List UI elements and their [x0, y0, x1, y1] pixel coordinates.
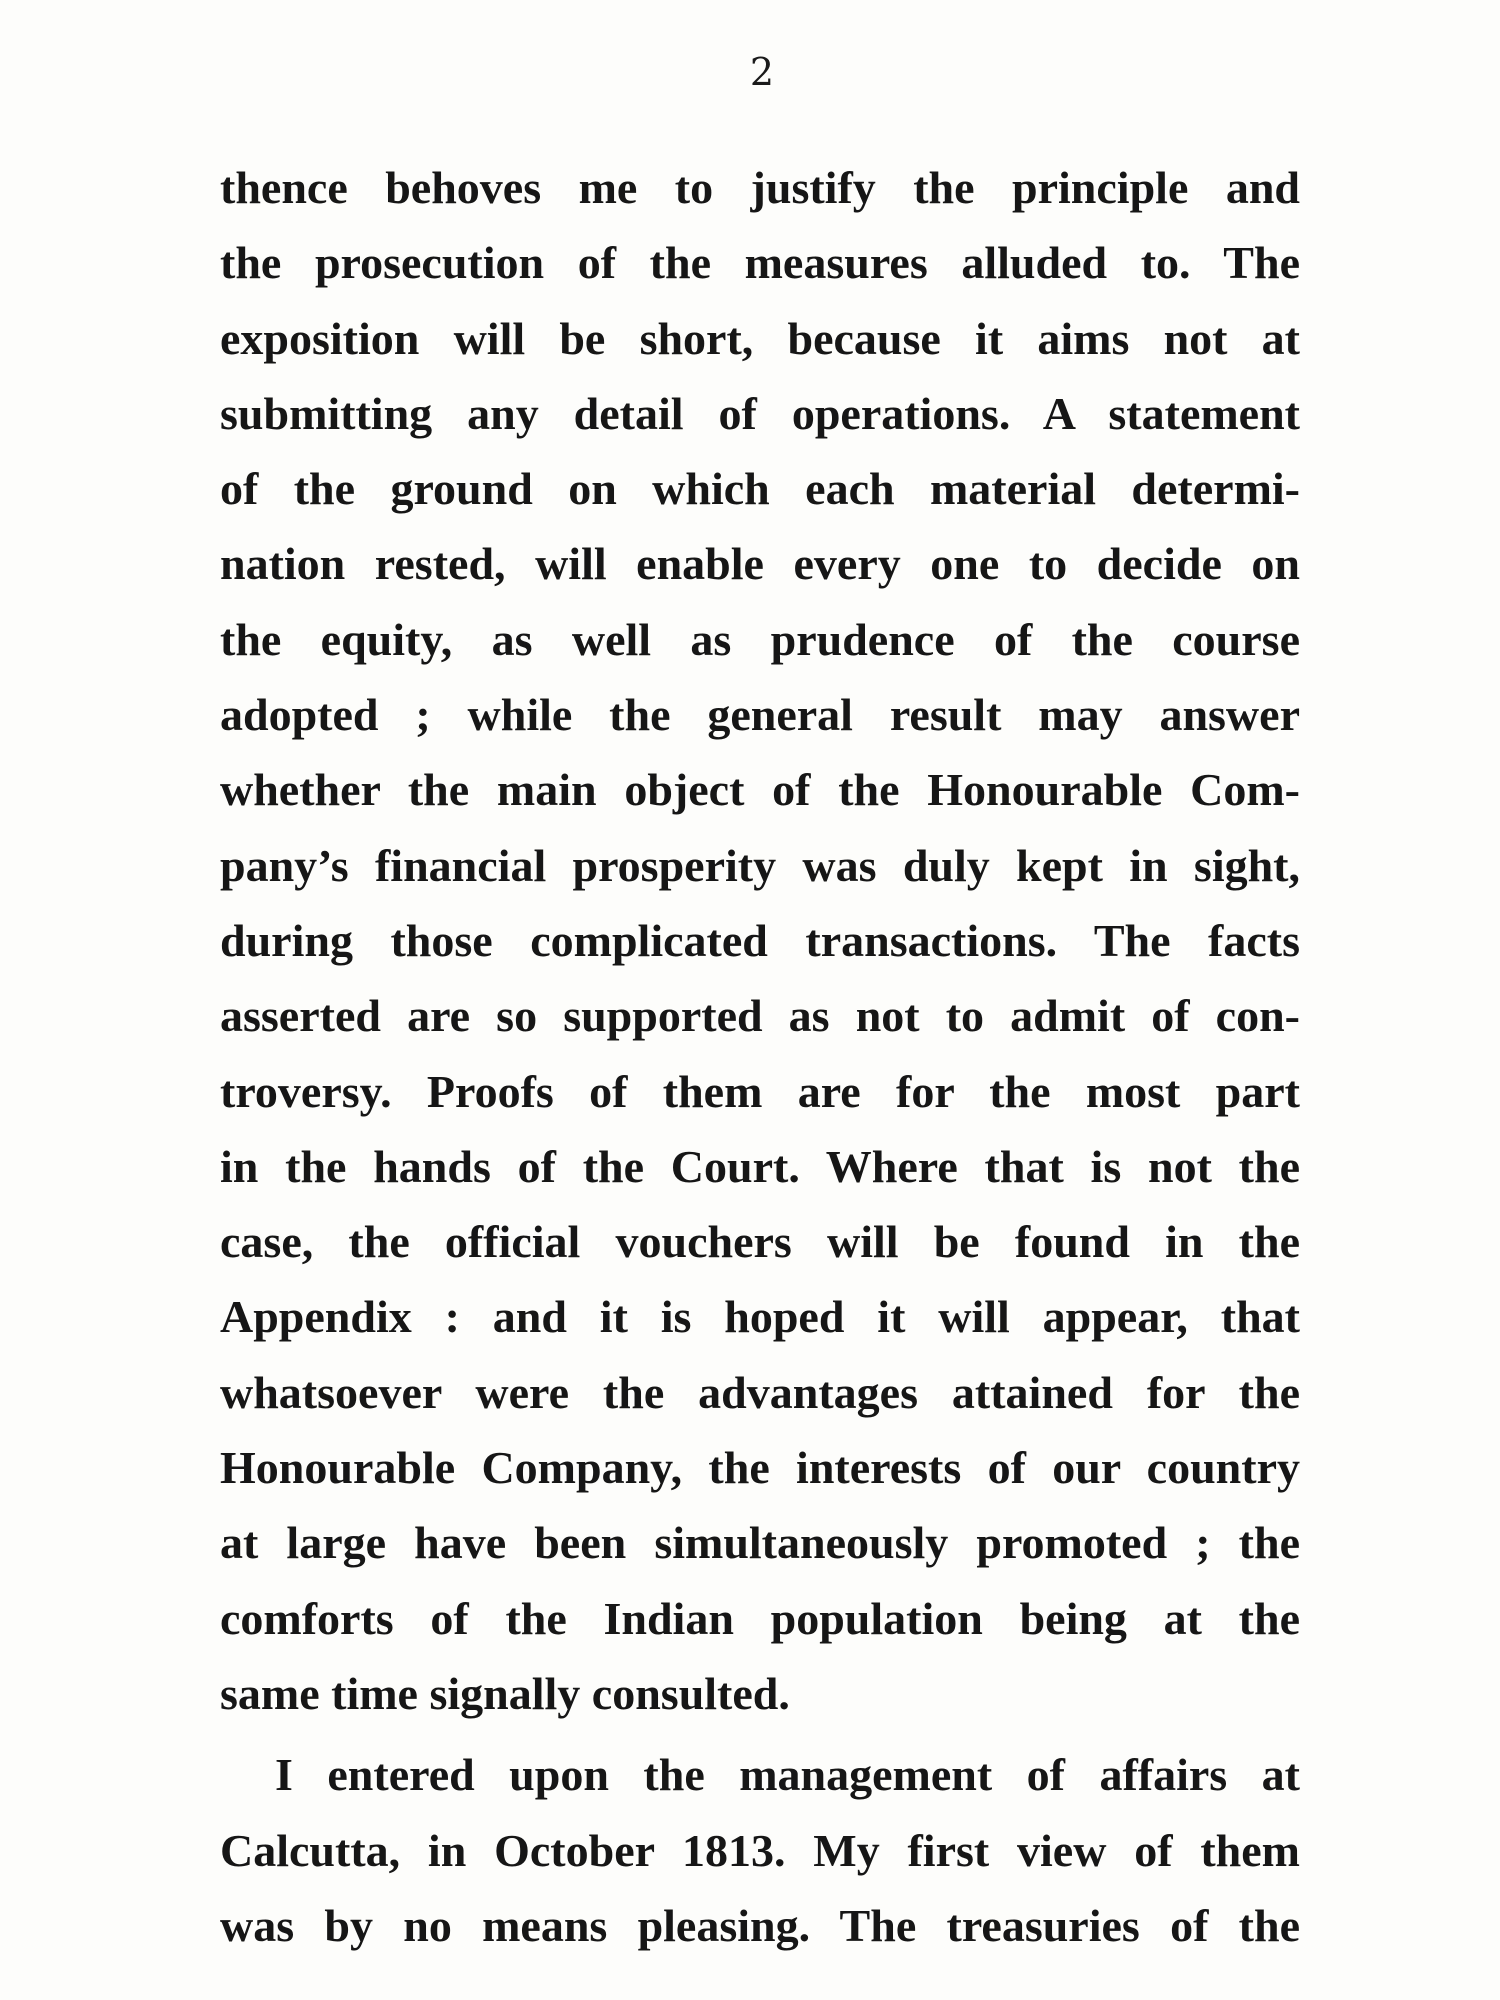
text-line: in the hands of the Court. Where that is not the [220, 1140, 1300, 1192]
text-line: the prosecution of the measures alluded to. The [220, 237, 1300, 289]
text-line: at large have been simultaneously promoted ; the [220, 1517, 1300, 1569]
text-line: thence behoves me to justify the principle and [220, 162, 1300, 213]
text-line: whatsoever were the advantages attained for the [220, 1366, 1300, 1418]
text-line: during those complicated transactions. The facts [220, 914, 1300, 966]
text-line: same time signally consulted. [220, 1667, 790, 1719]
body-text [220, 150, 1300, 1963]
text-line: Appendix : and it is hoped it will appear, that [220, 1291, 1300, 1343]
text-line: submitting any detail of operations. A statement [220, 387, 1300, 439]
text-line: nation rested, will enable every one to decide on [220, 538, 1300, 590]
paragraph-1 [220, 150, 1300, 1731]
text-line: was by no means pleasing. The treasuries of the [220, 1899, 1300, 1951]
text-line: comforts of the Indian population being at the [220, 1592, 1300, 1644]
page-number: 2 [749, 50, 775, 94]
text-line: whether the main object of the Honourable Com- [220, 764, 1300, 816]
text-line: of the ground on which each material determi- [220, 463, 1300, 515]
text-line: adopted ; while the general result may answer [220, 689, 1300, 741]
text-line: asserted are so supported as not to admit of con- [220, 990, 1300, 1042]
paragraph-2 [220, 1737, 1300, 1963]
text-line: exposition will be short, because it aims not at [220, 312, 1300, 364]
text-line: case, the official vouchers will be found in the [220, 1216, 1300, 1268]
text-line: Calcutta, in October 1813. My first view of them [220, 1824, 1300, 1876]
text-line: the equity, as well as prudence of the course [220, 613, 1300, 665]
text-line: Honourable Company, the interests of our country [220, 1442, 1300, 1494]
text-line: troversy. Proofs of them are for the most part [220, 1065, 1300, 1117]
text-line: I entered upon the management of affairs at [275, 1749, 1300, 1801]
text-line: pany’s financial prosperity was duly kept in sight, [220, 839, 1300, 891]
